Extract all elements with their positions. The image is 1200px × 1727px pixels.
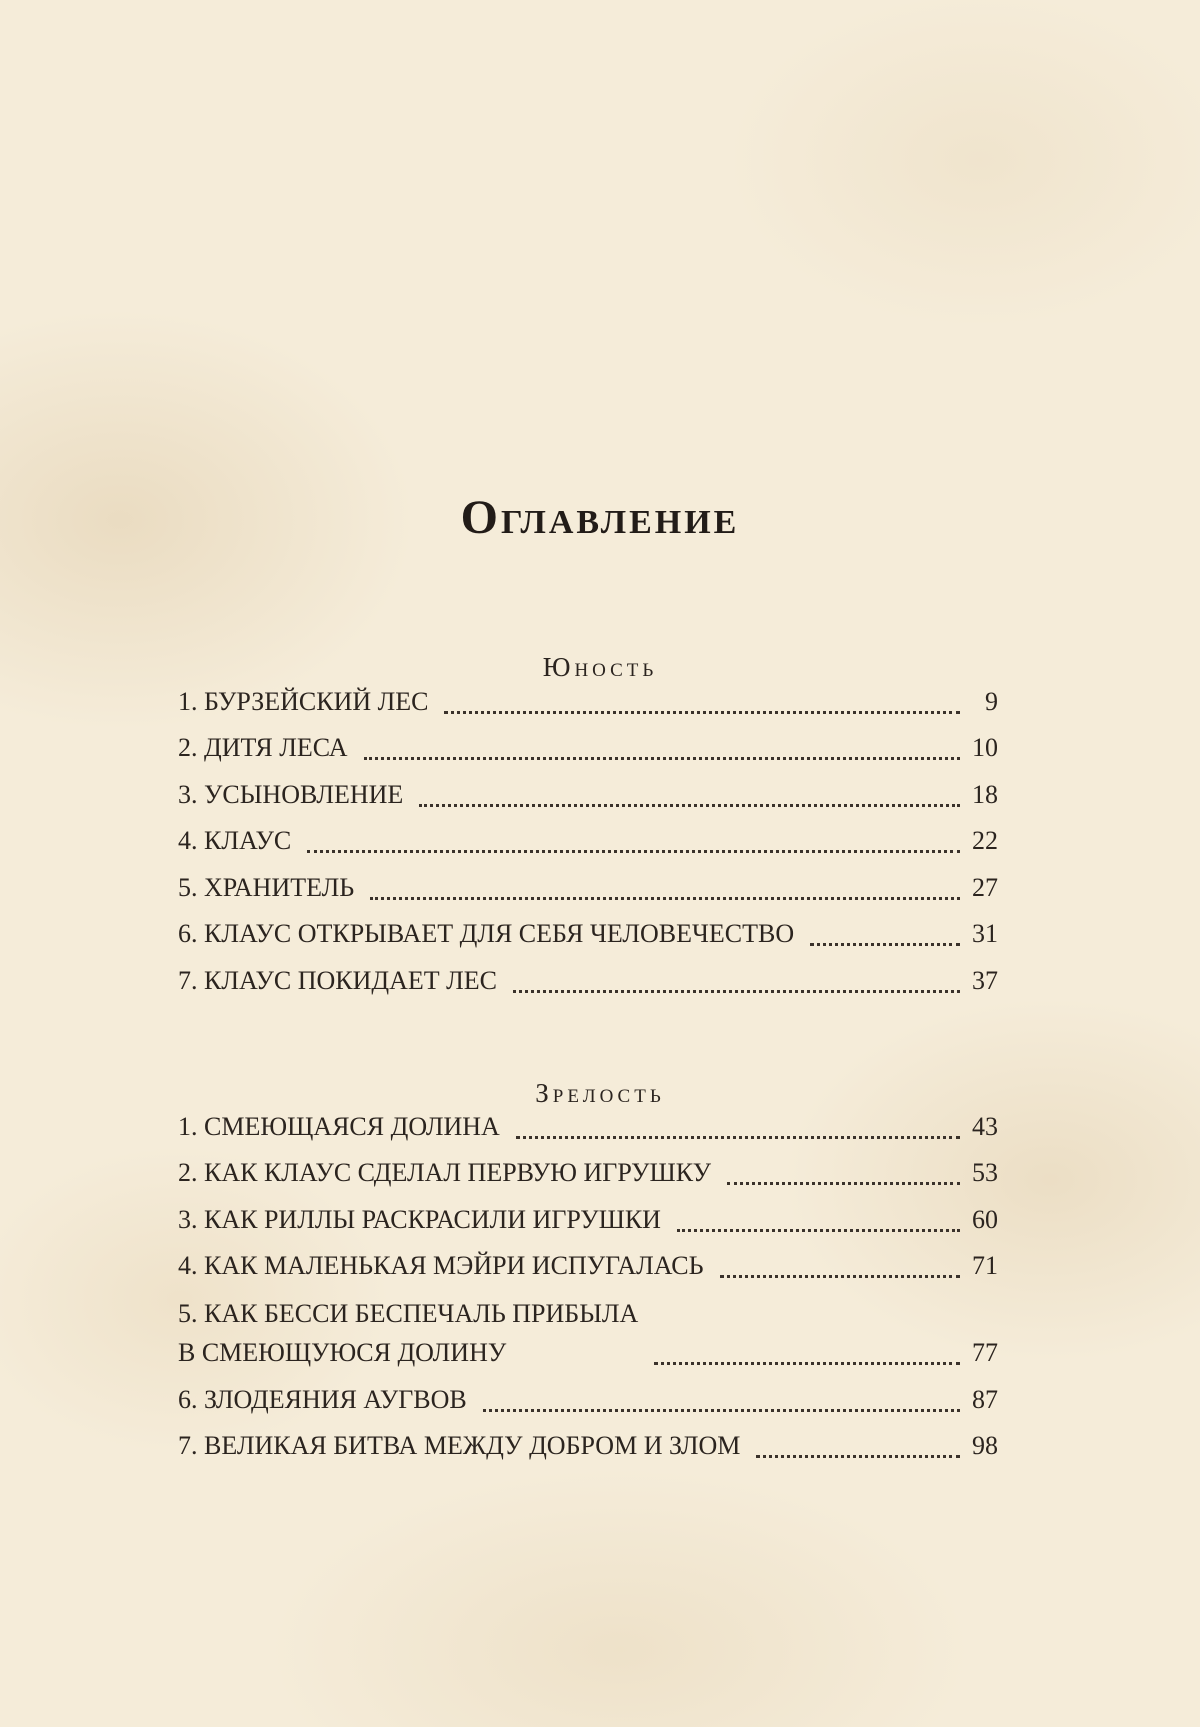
toc-entry[interactable] [178, 1291, 998, 1378]
dot-leader [654, 1362, 960, 1365]
toc-entry-page: 53 [972, 1158, 998, 1187]
toc-entry-page: 31 [972, 919, 998, 948]
toc-entry[interactable] [178, 1152, 998, 1199]
toc-entry-page: 98 [972, 1431, 998, 1460]
toc-entry-page: 60 [972, 1204, 998, 1234]
toc-entry-page: 18 [972, 779, 998, 809]
toc-entry-title: 3. УСЫНОВЛЕНИЕ [178, 779, 404, 809]
toc-entry-title: 4. КЛАУС [178, 826, 292, 855]
toc-entry-title: 7. ВЕЛИКАЯ БИТВА МЕЖДУ ДОБРОМ И ЗЛОМ [178, 1431, 741, 1460]
toc-entry-page: 37 [972, 965, 998, 995]
toc-entry[interactable] [178, 1198, 998, 1245]
part-heading-youth: Юность [542, 652, 658, 682]
toc-list-youth [178, 680, 998, 1006]
part-heading-maturity: Зрелость [535, 1078, 665, 1108]
toc-entry-title: 6. ЗЛОДЕЯНИЯ АУГВОВ [178, 1384, 467, 1414]
toc-entry-title: 1. СМЕЮЩАЯСЯ ДОЛИНА [178, 1111, 500, 1141]
toc-entry[interactable] [178, 1378, 998, 1425]
dot-leader [419, 804, 960, 807]
dot-leader [444, 711, 960, 714]
toc-entry-title: 5. КАК БЕССИ БЕСПЕЧАЛЬ ПРИБЫЛА В СМЕЮЩУЮСЯ ДОЛИНУ [178, 1299, 639, 1367]
toc-entry-page: 10 [972, 733, 998, 762]
toc-entry-page: 27 [972, 872, 998, 902]
toc-entry[interactable] [178, 820, 998, 867]
toc-entry-page: 87 [972, 1384, 998, 1414]
dot-leader [677, 1229, 960, 1232]
toc-entry-title: 2. ДИТЯ ЛЕСА [178, 733, 348, 762]
toc-entry[interactable] [178, 866, 998, 913]
toc-entry[interactable] [178, 680, 998, 727]
toc-entry-title: 6. КЛАУС ОТКРЫВАЕТ ДЛЯ СЕБЯ ЧЕЛОВЕЧЕСТВО [178, 919, 795, 948]
toc-entry[interactable] [178, 913, 998, 960]
toc-entry[interactable] [178, 1425, 998, 1472]
dot-leader [720, 1275, 961, 1278]
toc-entry-title: 3. КАК РИЛЛЫ РАСКРАСИЛИ ИГРУШКИ [178, 1204, 661, 1234]
toc-entry-title: 1. БУРЗЕЙСКИЙ ЛЕС [178, 686, 429, 716]
dot-leader [727, 1182, 960, 1185]
dot-leader [370, 897, 960, 900]
toc-entry-title: 2. КАК КЛАУС СДЕЛАЛ ПЕРВУЮ ИГРУШКУ [178, 1158, 712, 1187]
dot-leader [364, 757, 960, 760]
page-title: Оглавление [460, 491, 740, 544]
toc-entry[interactable] [178, 773, 998, 820]
toc-entry[interactable] [178, 727, 998, 774]
toc-entry-page: 9 [985, 686, 998, 716]
toc-entry-page: 77 [972, 1338, 998, 1367]
toc-entry[interactable] [178, 1245, 998, 1292]
toc-entry[interactable] [178, 959, 998, 1006]
toc-entry-page: 22 [972, 826, 998, 855]
dot-leader [307, 850, 960, 853]
dot-leader [756, 1455, 960, 1458]
toc-list-maturity [178, 1105, 998, 1471]
toc-entry-page: 71 [972, 1251, 998, 1280]
toc-entry-page: 43 [972, 1111, 998, 1141]
toc-entry-title: 5. ХРАНИТЕЛЬ [178, 872, 355, 902]
dot-leader [513, 990, 960, 993]
toc-entry-title: 4. КАК МАЛЕНЬКАЯ МЭЙРИ ИСПУГАЛАСЬ [178, 1251, 704, 1280]
dot-leader [810, 943, 960, 946]
dot-leader [516, 1136, 960, 1139]
toc-entry-title: 7. КЛАУС ПОКИДАЕТ ЛЕС [178, 965, 498, 995]
toc-entry[interactable] [178, 1105, 998, 1152]
dot-leader [483, 1409, 960, 1412]
